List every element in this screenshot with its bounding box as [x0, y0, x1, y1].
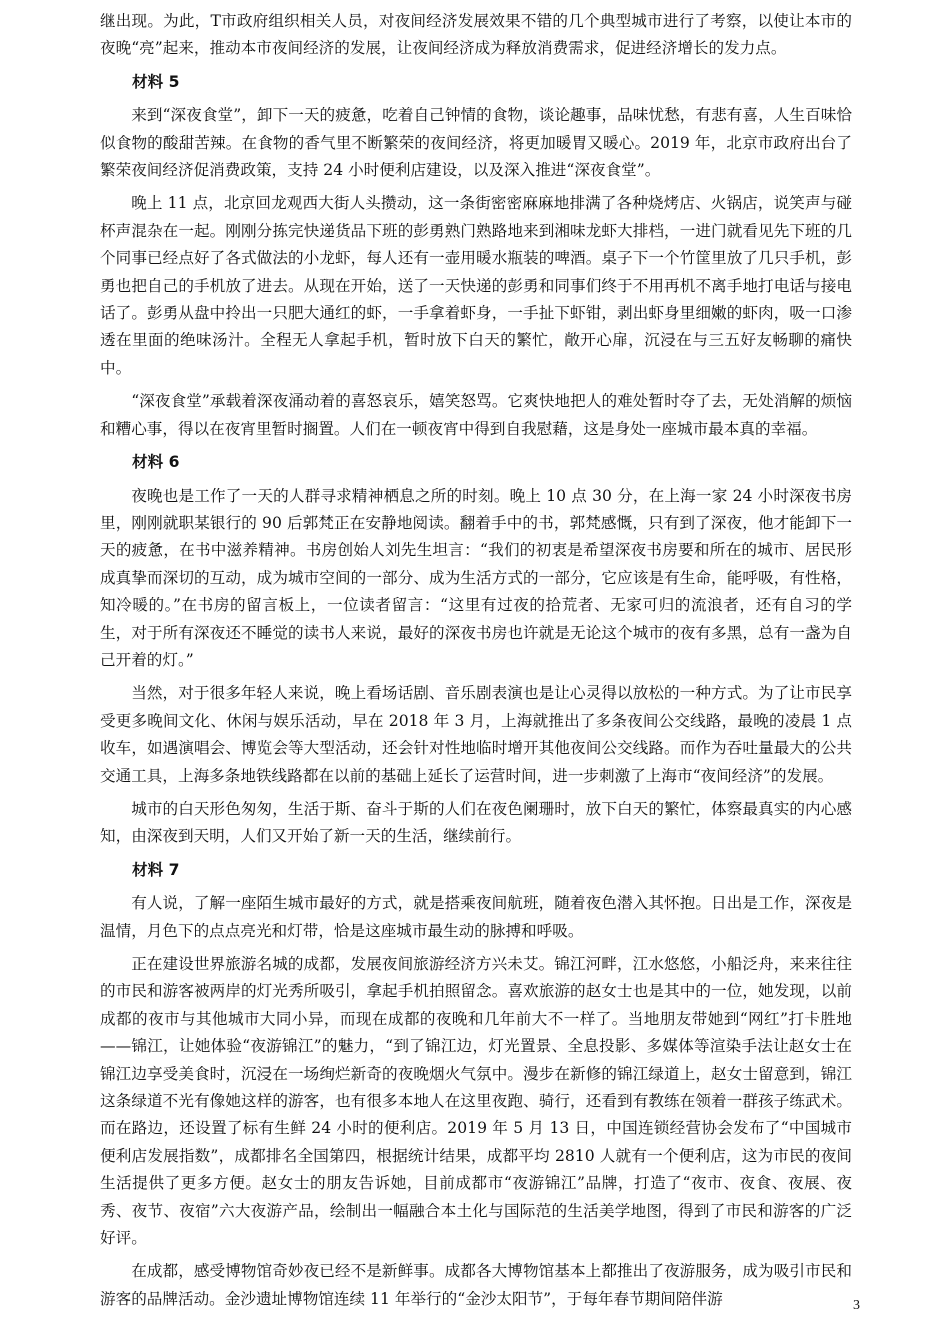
material-7-paragraph-1: 有人说，了解一座陌生城市最好的方式，就是搭乘夜间航班，随着夜色潜入其怀抱。日出是工作，深夜是温情，月色下的点点亮光和灯带，恰是这座城市最生动的脉搏和呼吸。 — [100, 894, 852, 940]
paragraph-intro-continued: 继出现。为此，T市政府组织相关人员，对夜间经济发展效果不错的几个典型城市进行了考察，以使让本市的夜晚“亮”起来，推动本市夜间经济的发展，让夜间经济成为释放消费需求，促进经济增长的发力点。 — [100, 12, 852, 58]
material-6-heading: 材料 6 — [132, 453, 180, 472]
material-7-heading: 材料 7 — [132, 860, 180, 879]
material-7-paragraph-2: 正在建设世界旅游名城的成都，发展夜间旅游经济方兴未艾。锦江河畔，江水悠悠，小船泛舟，来来往往的市民和游客被两岸的灯光秀所吸引，拿起手机拍照留念。喜欢旅游的赵女士也是其中的一位，她发现，以前成都的夜市与其他城市大同小异，而现在成都的夜晚和几年前大不一样了。当地朋友带她到“网红”打卡胜地——锦江，让她体验“夜游锦江”的魅力，“到了锦江边，灯光置景、全息投影、多媒体等渲染手法让赵女士在锦江边享受美食时，沉浸在一场绚烂新奇的夜晚烟火气氛中。漫步在新修的锦江绿道上，赵女士留意到，锦江这条绿道不光有像她这样的游客，也有很多本地人在这里夜跑、骑行，还看到有教练在领着一群孩子练武术。而在路边，还设置了标有生鲜 24 小时的便利店。2019 年 5 月 13 日，中国连锁经营协会发布了“中国城市便利店发展指数”，成都排名全国第四，根据统计结果，成都平均 2810 人就有一个便利店，这为市民的夜间生活提供了更多方便。赵女士的朋友告诉她，目前成都市“夜游锦江”品牌，打造了“夜市、夜食、夜展、夜秀、夜节、夜宿”六大夜游产品，绘制出一幅融合本土化与国际范的生活美学地图，得到了市民和游客的广泛好评。 — [100, 955, 852, 1248]
material-5-paragraph-3: “深夜食堂”承载着深夜涌动着的喜怒哀乐，嬉笑怒骂。它爽快地把人的难处暂时夺了去，无处消解的烦恼和糟心事，得以在夜宵里暂时搁置。人们在一顿夜宵中得到自我慰藉，这是身处一座城市最本真的幸福。 — [100, 392, 852, 438]
material-6-paragraph-3: 城市的白天形色匆匆，生活于斯、奋斗于斯的人们在夜色阑珊时，放下白天的繁忙，体察最真实的内心感知，由深夜到天明，人们又开始了新一天的生活，继续前行。 — [100, 799, 852, 846]
material-5-heading: 材料 5 — [132, 72, 180, 91]
page-number: 3 — [853, 1298, 860, 1313]
material-5-paragraph-1: 来到“深夜食堂”，卸下一天的疲惫，吃着自己钟情的食物，谈论趣事，品味忧愁，有悲有喜，人生百味恰似食物的酸甜苦辣。在食物的香气里不断繁荣的夜间经济，将更加暖胃又暖心。2019 年，北京市政府出台了繁荣夜间经济促消费政策，支持 24 小时便利店建设，以及深入推进“深夜食堂”。 — [100, 106, 852, 180]
material-5-paragraph-2: 晚上 11 点，北京回龙观西大街人头攒动，这一条街密密麻麻地排满了各种烧烤店、火锅店，说笑声与碰杯声混杂在一起。刚刚分拣完快递货品下班的彭勇熟门熟路地来到湘味龙虾大排档，一进门就看见先下班的几个同事已经点好了各式做法的小龙虾，每人还有一壶用暖水瓶装的啤酒。桌子下一个竹筐里放了几只手机，彭勇也把自己的手机放了进去。从现在开始，送了一天快递的彭勇和同事们终于不用再机不离手地打电话与接电话了。彭勇从盘中拎出一只肥大通红的虾，一手拿着虾身，一手扯下虾钳，剥出虾身里细嫩的虾肉，吸一口渗透在里面的绝味汤汁。全程无人拿起手机，暂时放下白天的繁忙，敞开心扉，沉浸在与三五好友畅聊的痛快中。 — [100, 194, 852, 377]
material-6-paragraph-1: 夜晚也是工作了一天的人群寻求精神栖息之所的时刻。晚上 10 点 30 分，在上海一家 24 小时深夜书房里，刚刚就职某银行的 90 后郭梵正在安静地阅读。翻着手中的书，郭梵感慨，只有到了深夜，他才能卸下一天的疲惫，在书中滋养精神。书房创始人刘先生坦言：“我们的初衷是希望深夜书房要和所在的城市、居民形成真挚而深切的互动，成为城市空间的一部分、成为生活方式的一部分，它应该是有生命，能呼吸，有性格，知冷暖的。”在书房的留言板上，一位读者留言：“这里有过夜的拾荒者、无家可归的流浪者，还有自习的学生，对于所有深夜还不睡觉的读书人来说，最好的深夜书房也许就是无论这个城市的夜有多黑，总有一盏为自己开着的灯。” — [100, 486, 852, 669]
document-body — [100, 8, 852, 1313]
material-7-paragraph-3: 在成都，感受博物馆奇妙夜已经不是新鲜事。成都各大博物馆基本上都推出了夜游服务，成为吸引市民和游客的品牌活动。金沙遗址博物馆连续 11 年举行的“金沙太阳节”，于每年春节期间陪伴游 — [100, 1262, 852, 1308]
material-6-paragraph-2: 当然，对于很多年轻人来说，晚上看场话剧、音乐剧表演也是让心灵得以放松的一种方式。为了让市民享受更多晚间文化、休闲与娱乐活动，早在 2018 年 3 月，上海就推出了多条夜间公交线路，最晚的凌晨 1 点收车，如遇演唱会、博览会等大型活动，还会针对性地临时增开其他夜间公交线路。而作为吞吐量最大的公共交通工具，上海多条地铁线路都在以前的基础上延长了运营时间，进一步刺激了上海市“夜间经济”的发展。 — [100, 684, 852, 785]
